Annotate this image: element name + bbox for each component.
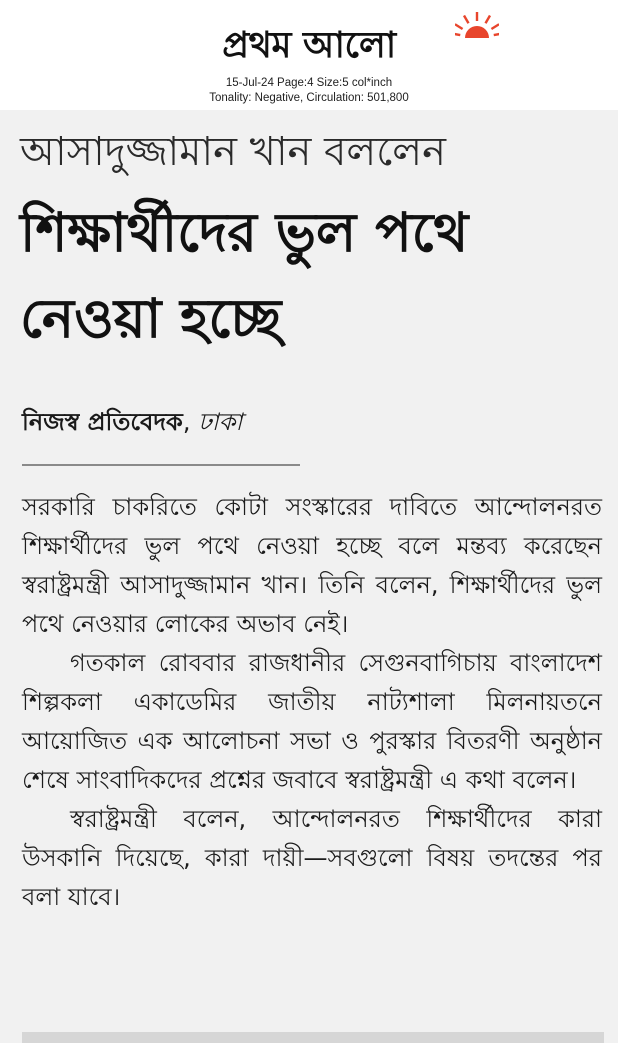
byline-separator: ,: [182, 408, 199, 436]
news-clipping: [0, 110, 618, 1043]
article-kicker: আসাদুজ্জামান খান বললেন: [20, 129, 446, 175]
newspaper-logo: [172, 8, 446, 74]
clipping-meta-tonality: Tonality: Negative, Circulation: 501,800: [209, 92, 409, 104]
byline: [22, 402, 582, 442]
article-paragraph: স্বরাষ্ট্রমন্ত্রী বলেন, আন্দোলনরত শিক্ষার্থীদের কারা উসকানি দিয়েছে, কারা দায়ী—সবগুলো বিষয় তদন্তের পর বলা যাবে।: [22, 805, 602, 911]
article-paragraph: গতকাল রোববার রাজধানীর সেগুনবাগিচায় বাংলাদেশ শিল্পকলা একাডেমির জাতীয় নাট্যশালা মিলনায়তনে আয়োজিত এক আলোচনা সভা ও পুরস্কার বিতরণী অনুষ্ঠান শেষে সাংবাদিকদের প্রশ্নের জবাবে স্বরাষ্ট্রমন্ত্রী এ কথা বলেন।: [22, 649, 602, 794]
byline-reporter: নিজস্ব প্রতিবেদক: [22, 408, 183, 436]
clipping-meta-page-size: 15-Jul-24 Page:4 Size:5 col*inch: [225, 77, 393, 89]
logo-wordmark: প্রথম আলো: [222, 25, 396, 66]
sun-logo-icon: [455, 12, 499, 40]
article-headline: শিক্ষার্থীদের ভুল পথে নেওয়া হচ্ছে: [20, 201, 469, 350]
byline-place: ঢাকা: [198, 408, 243, 436]
masthead: [0, 0, 618, 108]
article-body: [22, 488, 602, 917]
clipping-bottom-edge: [22, 1032, 604, 1043]
byline-divider: [22, 464, 300, 466]
article-paragraph: সরকারি চাকরিতে কোটা সংস্কারের দাবিতে আন্দোলনরত শিক্ষার্থীদের ভুল পথে নেওয়া হচ্ছে বলে মন্তব্য করেছেন স্বরাষ্ট্রমন্ত্রী আসাদুজ্জামান খান। তিনি বলেন, শিক্ষার্থীদের ভুল পথে নেওয়ার লোকের অভাব নেই।: [22, 493, 602, 638]
